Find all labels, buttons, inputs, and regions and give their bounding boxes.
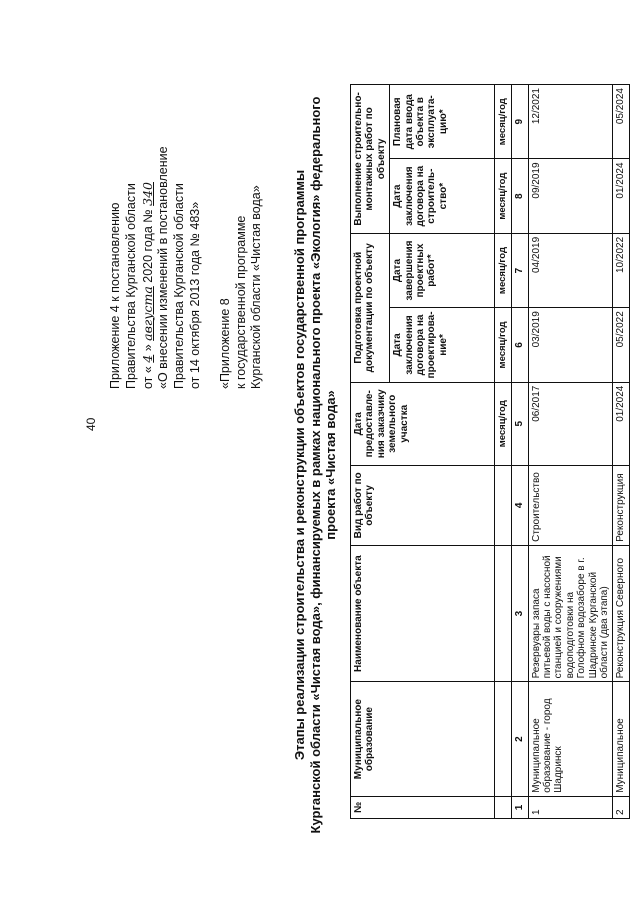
- row-no: 2: [613, 796, 629, 818]
- row-municipality: Муниципальное: [613, 682, 629, 796]
- table-row: [528, 85, 613, 819]
- handwritten-number: 340: [139, 182, 155, 206]
- unit-cell: месяц/год: [495, 382, 511, 465]
- appendix-line: Курганской области «Чистая вода»: [249, 185, 264, 389]
- row-design-end: 10/2022: [613, 233, 629, 307]
- column-number: 1: [511, 796, 528, 818]
- header-object-name: Наименование объекта: [351, 545, 495, 682]
- unit-cell: месяц/год: [495, 159, 511, 233]
- header-construction-group: Выполнение строительно-монтажных работ по объекту: [351, 85, 390, 234]
- header-design-end: Дата завершения проектных работ*: [390, 233, 495, 307]
- row-commissioning: 12/2021: [528, 85, 613, 159]
- row-design-end: 04/2019: [528, 233, 613, 307]
- appendix-line: «Приложение 8: [217, 298, 232, 389]
- row-land-date: 01/2024: [613, 382, 629, 465]
- appendix-line: Правительства Курганской области: [172, 183, 187, 389]
- unit-cell: месяц/год: [495, 308, 511, 382]
- column-number: 5: [511, 382, 528, 465]
- column-number: 3: [511, 545, 528, 682]
- document-title: [292, 85, 339, 845]
- header-design-group: Подготовка проектной документации по объекту: [351, 233, 390, 382]
- table-header-row: [351, 85, 390, 819]
- column-number: 6: [511, 308, 528, 382]
- appendix-line: от 14 октября 2013 года № 483»: [187, 201, 202, 389]
- table-row: [613, 85, 629, 819]
- header-no: №: [351, 796, 495, 818]
- column-number: 2: [511, 682, 528, 796]
- appendix-date-prefix: от «: [140, 366, 155, 389]
- stages-table: [350, 84, 630, 819]
- row-object-name: Резервуары запаса питьевой воды с насосной станцией и сооружениями водоподготовки на Голофном водозаборе в г. Шадринске Курганской области (два этапа): [528, 545, 613, 682]
- table-unit-row: [495, 85, 511, 819]
- appendix-block: [108, 146, 265, 389]
- header-construction-contract: Дата заключения договора на строитель-ство*: [390, 159, 495, 233]
- appendix-line: «О внесении изменений в постановление: [156, 146, 171, 389]
- column-number: 4: [511, 465, 528, 545]
- appendix-line: к государственной программе: [233, 215, 248, 389]
- appendix-date-mid: »: [140, 344, 155, 352]
- column-number: 8: [511, 159, 528, 233]
- column-number-row: [511, 85, 528, 819]
- unit-cell: месяц/год: [495, 85, 511, 159]
- handwritten-month: августа: [139, 286, 155, 341]
- row-object-name: Реконструкция Северного: [613, 545, 629, 682]
- row-municipality: Муниципальное образование - город Шадринск: [528, 682, 613, 796]
- title-line: Этапы реализации строительства и реконструкции объектов государственной программы: [292, 169, 307, 761]
- header-work-type: Вид работ по объекту: [351, 465, 495, 545]
- appendix-line: Правительства Курганской области: [123, 183, 138, 389]
- page-number: 40: [84, 417, 98, 431]
- unit-cell: месяц/год: [495, 233, 511, 307]
- row-design-contract: 03/2019: [528, 308, 613, 382]
- appendix-line: Приложение 4 к постановлению: [108, 202, 122, 389]
- title-line: проекта «Чистая вода»: [323, 390, 338, 540]
- row-land-date: 06/2017: [528, 382, 613, 465]
- row-construction-contract: 01/2024: [613, 159, 629, 233]
- row-commissioning: 05/2024: [613, 85, 629, 159]
- header-municipality: Муниципальное образование: [351, 682, 495, 796]
- row-work-type: Строительство: [528, 465, 613, 545]
- header-land-date: Дата предоставле-ния заказчику земельного участка: [351, 382, 495, 465]
- row-work-type: Реконструкция: [613, 465, 629, 545]
- handwritten-day: 4: [139, 354, 155, 363]
- appendix-date-line: [140, 146, 157, 389]
- row-construction-contract: 09/2019: [528, 159, 613, 233]
- header-commissioning: Плановая дата ввода объекта в эксплуата-цию*: [390, 85, 495, 159]
- row-no: 1: [528, 796, 613, 818]
- header-design-contract: Дата заключения договора на проектирова-ние*: [390, 308, 495, 382]
- column-number: 7: [511, 233, 528, 307]
- column-number: 9: [511, 85, 528, 159]
- title-line: Курганской области «Чистая вода», финансируемых в рамках национального проекта «Экология» федерального: [307, 96, 323, 834]
- appendix-date-year: 2020 года №: [140, 209, 155, 283]
- row-design-contract: 05/2022: [613, 308, 629, 382]
